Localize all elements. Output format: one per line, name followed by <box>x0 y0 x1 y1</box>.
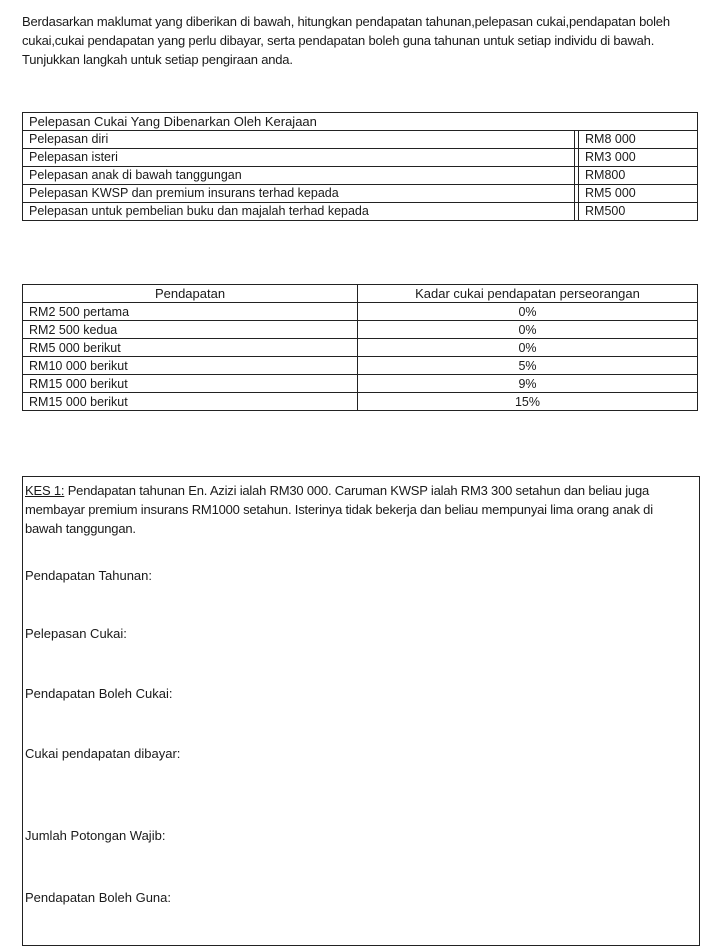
case-label: KES 1: <box>25 483 65 498</box>
relief-amount: RM5 000 <box>578 185 697 202</box>
question-disposable-income: Pendapatan Boleh Guna: <box>25 890 172 905</box>
table-row <box>23 166 697 184</box>
rate-cell: 0% <box>358 321 698 339</box>
relief-label: Pelepasan diri <box>23 131 575 148</box>
relief-label: Pelepasan anak di bawah tanggungan <box>23 167 575 184</box>
tax-relief-table-title: Pelepasan Cukai Yang Dibenarkan Oleh Kerajaan <box>23 113 697 131</box>
question-income-tax-paid: Cukai pendapatan dibayar: <box>25 746 181 761</box>
income-cell: RM10 000 berikut <box>23 357 358 375</box>
income-cell: RM2 500 kedua <box>23 321 358 339</box>
income-cell: RM15 000 berikut <box>23 375 358 393</box>
rate-cell: 15% <box>358 393 698 411</box>
tax-relief-table <box>22 112 698 221</box>
relief-amount: RM800 <box>578 167 697 184</box>
table-row <box>23 375 698 393</box>
table-row <box>23 184 697 202</box>
income-cell: RM15 000 berikut <box>23 393 358 411</box>
rate-column-header: Kadar cukai pendapatan perseorangan <box>358 285 698 303</box>
instructions-paragraph: Berdasarkan maklumat yang diberikan di bawah, hitungkan pendapatan tahunan,pelepasan cukai,pendapatan boleh cukai,cukai pendapatan yang perlu dibayar, serta pendapatan boleh guna tahunan untuk setiap individu di bawah. Tunjukkan langkah untuk setiap pengiraan anda. <box>22 14 670 67</box>
question-taxable-income: Pendapatan Boleh Cukai: <box>25 686 173 701</box>
question-annual-income: Pendapatan Tahunan: <box>25 568 152 583</box>
relief-label: Pelepasan KWSP dan premium insurans terhad kepada <box>23 185 575 202</box>
income-cell: RM2 500 pertama <box>23 303 358 321</box>
rate-cell: 0% <box>358 303 698 321</box>
relief-amount: RM3 000 <box>578 149 697 166</box>
table-row <box>23 393 698 411</box>
relief-amount: RM500 <box>578 203 697 220</box>
relief-label: Pelepasan untuk pembelian buku dan majalah terhad kepada <box>23 203 575 220</box>
table-header-row <box>23 285 698 303</box>
table-row <box>23 339 698 357</box>
table-row <box>23 357 698 375</box>
table-row <box>23 202 697 220</box>
rate-cell: 0% <box>358 339 698 357</box>
income-column-header: Pendapatan <box>23 285 358 303</box>
relief-label: Pelepasan isteri <box>23 149 575 166</box>
question-total-mandatory-deductions: Jumlah Potongan Wajib: <box>25 828 166 843</box>
rate-cell: 5% <box>358 357 698 375</box>
table-row <box>23 131 697 148</box>
table-row <box>23 148 697 166</box>
table-row <box>23 321 698 339</box>
case-text: Pendapatan tahunan En. Azizi ialah RM30 000. Caruman KWSP ialah RM3 300 setahun dan beliau juga membayar premium insurans RM1000 setahun. Isterinya tidak bekerja dan beliau mempunyai lima orang anak di bawah tanggungan. <box>25 483 653 536</box>
table-row <box>23 303 698 321</box>
case-1-box <box>22 476 700 946</box>
tax-rate-table <box>22 284 698 411</box>
question-tax-relief: Pelepasan Cukai: <box>25 626 127 641</box>
case-description <box>25 481 693 538</box>
rate-cell: 9% <box>358 375 698 393</box>
relief-amount: RM8 000 <box>578 131 697 148</box>
income-cell: RM5 000 berikut <box>23 339 358 357</box>
